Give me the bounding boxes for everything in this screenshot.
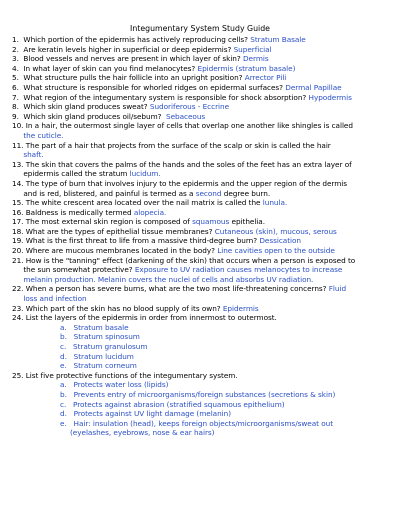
text-line — [12, 275, 394, 285]
question-text: 21. How is the "tanning" effect (darkening of the skin) that occurs when a person is exposed to — [12, 255, 356, 265]
text-line — [12, 227, 394, 237]
answer-text: Epidermis — [222, 303, 259, 313]
answer-text: alopecia. — [133, 207, 167, 217]
question-text-tail: epithelia. — [229, 217, 265, 227]
question-text: 5. What structure pulls the hair follicle into an upright position? — [12, 73, 245, 83]
question-text — [12, 275, 23, 284]
text-line — [12, 419, 394, 429]
question-text: and is red, blistered, and painful is termed as a — [12, 188, 196, 198]
text-line — [12, 236, 394, 246]
answer-text: Exposure to UV radiation causes melanocytes to increase — [134, 265, 343, 275]
text-line — [12, 54, 394, 64]
text-line — [12, 380, 394, 390]
answer-text: Fluid — [328, 284, 347, 294]
question-text: 9. Which skin gland produces oil/sebum? — [12, 111, 166, 121]
question-text: 22. When a person has severe burns, what are the two most life-threatening concerns? — [12, 284, 329, 294]
answer-text: Superficial — [233, 44, 272, 54]
question-text — [12, 294, 23, 303]
text-line — [12, 323, 394, 333]
question-text: 25. List five protective functions of the integumentary system. — [12, 370, 238, 380]
question-text: 11. The part of a hair that projects from the surface of the scalp or skin is called the hair — [12, 140, 331, 150]
question-text: 7. What region of the integumentary system is responsible for shock absorption? — [12, 92, 309, 102]
text-line — [12, 141, 394, 151]
text-line — [12, 265, 394, 275]
answer-text: Sudoriferous - Eccrine — [149, 102, 230, 112]
question-text: 15. The white crescent area located over the nail matrix is called the — [12, 198, 263, 208]
answer-text: b. Stratum spinosum — [60, 332, 140, 342]
question-text: 18. What are the types of epithelial tissue membranes? — [12, 226, 215, 236]
answer-text: lucidum. — [129, 169, 161, 179]
answer-text: Line cavities open to the outside — [217, 246, 335, 256]
question-text: the sun somewhat protective? — [12, 265, 135, 275]
text-line — [12, 400, 394, 410]
question-text: 6. What structure is responsible for whorled ridges on epidermal surfaces? — [12, 82, 286, 92]
text-line — [12, 313, 394, 323]
text-line — [12, 131, 394, 141]
text-line — [12, 169, 394, 179]
question-text: 20. Where are mucous membranes located in the body? — [12, 246, 218, 256]
answer-text: e. Stratum corneum — [60, 361, 137, 371]
answer-text: c. Protects against abrasion (stratified squamous epithelium) — [60, 399, 285, 409]
page-title: Integumentary System Study Guide — [130, 24, 270, 33]
text-line — [12, 35, 394, 45]
answer-text: a. Protects water loss (lipids) — [60, 380, 169, 390]
text-line — [12, 428, 394, 438]
question-text: 13. The skin that covers the palms of the hands and the soles of the feet has an extra layer of — [12, 159, 352, 169]
answer-text: second — [195, 188, 222, 198]
question-text: 2. Are keratin levels higher in superficial or deep epidermis? — [12, 44, 234, 54]
answer-text: loss and infection — [23, 294, 87, 304]
answer-text: Dermal Papillae — [285, 82, 342, 92]
question-text: 10. In a hair, the outermost single layer of cells that overlap one another like shingles is called — [12, 121, 353, 131]
question-text — [12, 131, 23, 140]
text-line — [12, 102, 394, 112]
text-line — [12, 371, 394, 381]
question-text: 14. The type of burn that involves injury to the epidermis and the upper region of the dermis — [12, 178, 348, 188]
answer-text: d. Protects against UV light damage (melanin) — [60, 409, 232, 419]
text-line — [12, 179, 394, 189]
question-text — [12, 150, 23, 159]
text-line — [12, 73, 394, 83]
text-line — [12, 112, 394, 122]
answer-text: lunula. — [262, 198, 288, 208]
answer-text: Dermis — [242, 54, 269, 64]
text-line — [12, 246, 394, 256]
question-text: 4. In what layer of skin can you find melanocytes? — [12, 63, 198, 73]
text-line — [12, 409, 394, 419]
text-line — [12, 390, 394, 400]
question-list — [12, 35, 394, 438]
text-line — [12, 256, 394, 266]
answer-text: c. Stratum granulosum — [60, 342, 148, 351]
answer-text: Epidermis (stratum basale) — [197, 63, 296, 73]
answer-text: the cuticle. — [23, 130, 64, 140]
question-text: 17. The most external skin region is composed of — [12, 217, 193, 227]
question-text: 1. Which portion of the epidermis has actively reproducing cells? — [12, 35, 251, 44]
text-line — [12, 45, 394, 55]
question-text: 16. Baldness is medically termed — [12, 207, 134, 217]
text-line — [12, 332, 394, 342]
answer-text: shaft. — [23, 150, 44, 160]
answer-text: melanin production. Melanin covers the nuclei of cells and absorbs UV radiation. — [23, 274, 314, 284]
answer-text: Sebaceous — [166, 111, 206, 121]
question-text: 23. Which part of the skin has no blood supply of its own? — [12, 303, 223, 313]
answer-text: b. Prevents entry of microorganisms/foreign substances (secretions & skin) — [60, 389, 336, 399]
answer-text: d. Stratum lucidum — [60, 351, 134, 361]
text-line — [12, 121, 394, 131]
text-line — [12, 284, 394, 294]
text-line — [12, 64, 394, 74]
answer-text: Cutaneous (skin), mucous, serous — [214, 226, 337, 236]
text-line — [12, 294, 394, 304]
answer-text: Dessication — [259, 236, 302, 246]
text-line — [12, 93, 394, 103]
text-line — [12, 83, 394, 93]
question-text: 24. List the layers of the epidermis in order from innermost to outermost. — [12, 313, 277, 323]
text-line — [12, 217, 394, 227]
answer-text: (eyelashes, eyebrows, nose & ear hairs) — [70, 428, 215, 438]
question-text: 8. Which skin gland produces sweat? — [12, 102, 150, 112]
text-line — [12, 208, 394, 218]
answer-text: squamous — [192, 217, 230, 227]
question-text: epidermis called the stratum — [12, 169, 130, 179]
text-line — [12, 198, 394, 208]
question-text: 3. Blood vessels and nerves are present in which layer of skin? — [12, 54, 243, 64]
text-line — [12, 160, 394, 170]
answer-text: Stratum Basale — [250, 35, 306, 44]
question-text-tail: degree burn. — [221, 188, 271, 198]
answer-text: a. Stratum basale — [60, 322, 129, 332]
text-line — [12, 150, 394, 160]
text-line — [12, 304, 394, 314]
text-line — [12, 189, 394, 199]
answer-text: Hypodermis — [308, 92, 352, 102]
answer-text: e. Hair: insulation (head), keeps foreign objects/microorganisms/sweat out — [60, 418, 334, 428]
question-text: 19. What is the first threat to life from a massive third-degree burn? — [12, 236, 260, 246]
text-line — [12, 352, 394, 362]
answer-text: Arrector Pili — [244, 73, 287, 83]
text-line — [12, 342, 394, 352]
text-line — [12, 361, 394, 371]
